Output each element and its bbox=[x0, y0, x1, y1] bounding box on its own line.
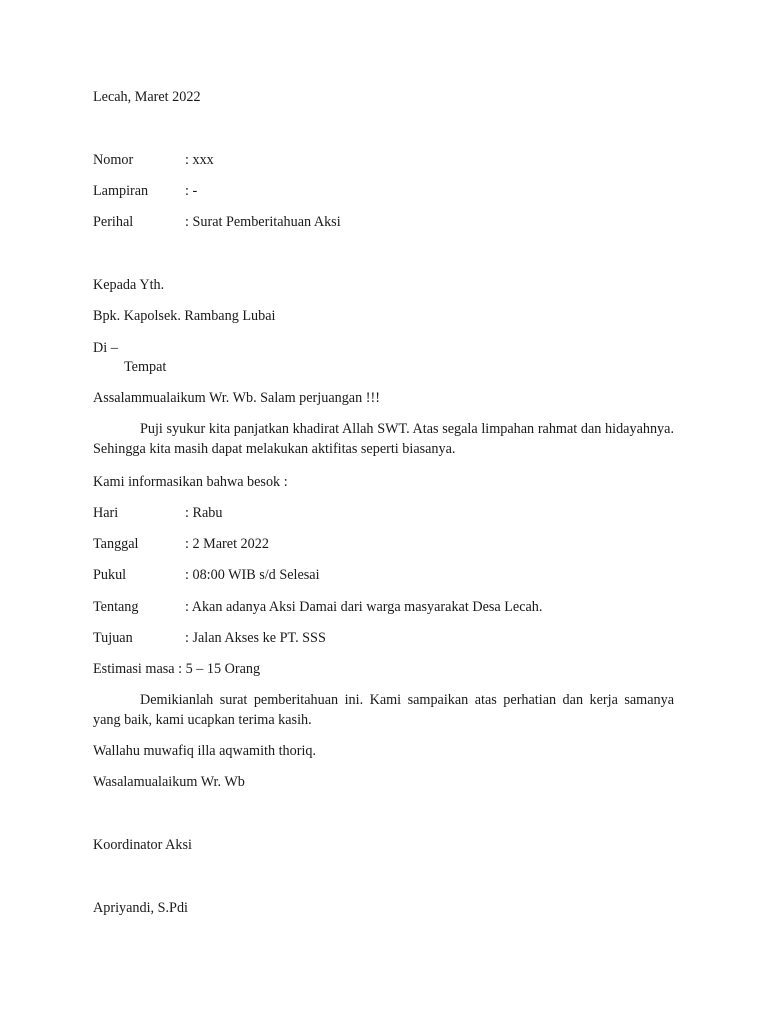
detail-value: : Rabu bbox=[185, 505, 223, 521]
detail-label: Tujuan bbox=[93, 630, 133, 646]
signature-title: Koordinator Aksi bbox=[93, 837, 192, 853]
recipient-di: Di – bbox=[93, 340, 118, 356]
detail-label: Pukul bbox=[93, 567, 127, 583]
detail-tentang bbox=[93, 598, 542, 616]
detail-label: Hari bbox=[93, 505, 119, 521]
field-label: Perihal bbox=[93, 214, 134, 230]
signature-name: Apriyandi, S.Pdi bbox=[93, 900, 188, 916]
field-label: Nomor bbox=[93, 152, 134, 168]
opening-paragraph bbox=[93, 419, 674, 459]
detail-hari bbox=[93, 504, 222, 522]
detail-label: Tanggal bbox=[93, 536, 139, 552]
recipient-tempat: Tempat bbox=[124, 359, 167, 375]
field-perihal bbox=[93, 213, 341, 231]
field-label: Lampiran bbox=[93, 183, 149, 199]
farewell: Wasalamualaikum Wr. Wb bbox=[93, 774, 245, 790]
detail-value: : Akan adanya Aksi Damai dari warga masyarakat Desa Lecah. bbox=[185, 599, 543, 615]
detail-label: Tentang bbox=[93, 599, 139, 615]
detail-value: : 2 Maret 2022 bbox=[185, 536, 269, 552]
detail-tanggal bbox=[93, 535, 269, 553]
field-value: : - bbox=[185, 183, 198, 199]
closing-paragraph bbox=[93, 690, 674, 730]
detail-value: : Jalan Akses ke PT. SSS bbox=[185, 630, 326, 646]
closing-line: Wallahu muwafiq illa aqwamith thoriq. bbox=[93, 743, 317, 759]
salutation: Assalammualaikum Wr. Wb. Salam perjuangan !!! bbox=[93, 390, 380, 406]
opening-paragraph-text: Puji syukur kita panjatkan khadirat Allah SWT. Atas segala limpahan rahmat dan hidayahnya. Sehingga kita masih dapat melakukan aktifitas seperti biasanya. bbox=[93, 421, 674, 457]
closing-paragraph-text: Demikianlah surat pemberitahuan ini. Kami sampaikan atas perhatian dan kerja samanya yang baik, kami ucapkan terima kasih. bbox=[93, 692, 674, 728]
detail-pukul bbox=[93, 566, 320, 584]
recipient-greeting: Kepada Yth. bbox=[93, 277, 165, 293]
field-nomor bbox=[93, 151, 214, 169]
info-intro: Kami informasikan bahwa besok : bbox=[93, 474, 288, 490]
detail-tujuan bbox=[93, 629, 326, 647]
field-value: : Surat Pemberitahuan Aksi bbox=[185, 214, 341, 230]
detail-value: : 08:00 WIB s/d Selesai bbox=[185, 567, 320, 583]
place-date: Lecah, Maret 2022 bbox=[93, 89, 201, 105]
recipient-name: Bpk. Kapolsek. Rambang Lubai bbox=[93, 308, 276, 324]
field-value: : xxx bbox=[185, 152, 214, 168]
field-lampiran bbox=[93, 182, 197, 200]
estimasi: Estimasi masa : 5 – 15 Orang bbox=[93, 661, 261, 677]
